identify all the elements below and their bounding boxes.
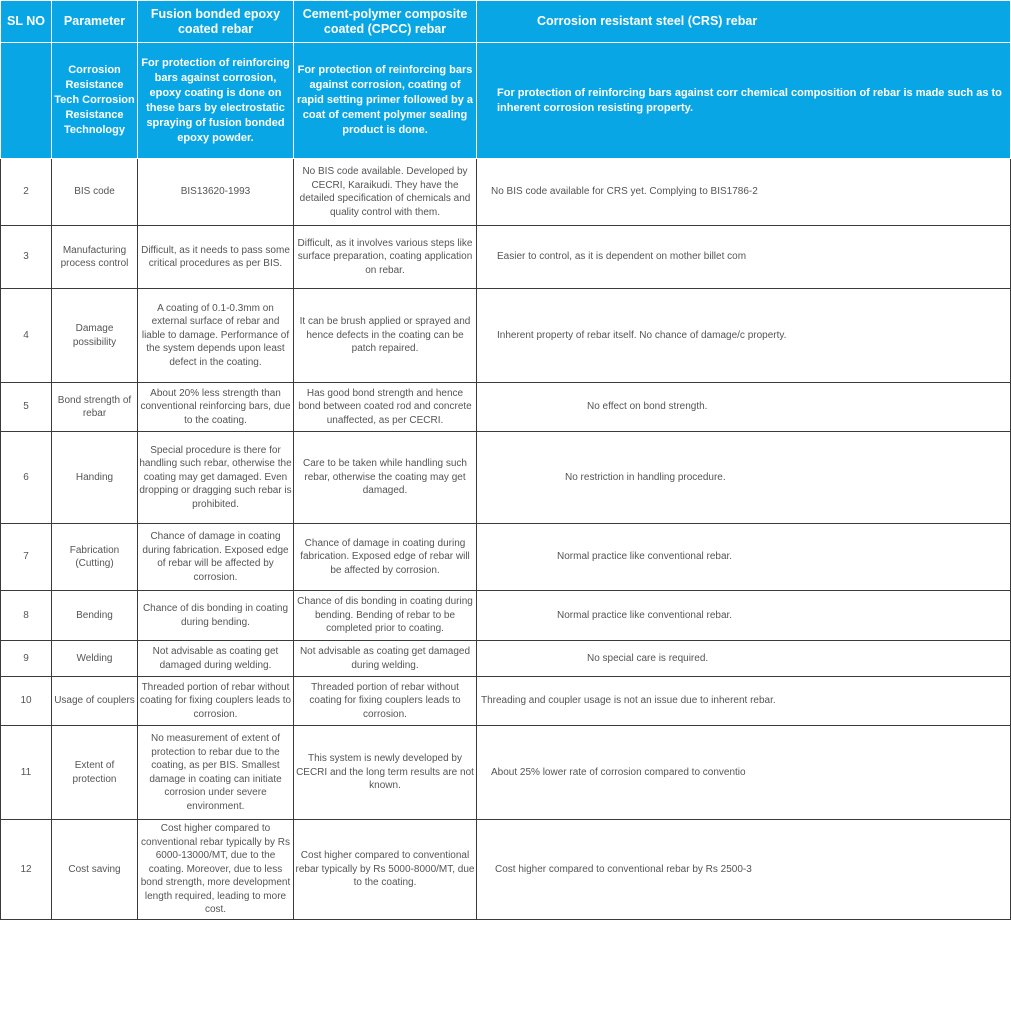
- crs-cell: Threading and coupler usage is not an issue due to inherent rebar.: [477, 677, 1011, 726]
- table-row: [1, 641, 1011, 677]
- table-row: [1, 432, 1011, 524]
- sl-no-cell: 11: [1, 726, 52, 820]
- subheader-crs: For protection of reinforcing bars against corr chemical composition of rebar is made such as to inherent corrosion resisting property.: [477, 43, 1011, 159]
- parameter-cell: Usage of couplers: [52, 677, 138, 726]
- crs-cell: Inherent property of rebar itself. No chance of damage/c property.: [477, 289, 1011, 383]
- crs-cell: No restriction in handling procedure.: [477, 432, 1011, 524]
- parameter-cell: Handing: [52, 432, 138, 524]
- fbe-cell: Chance of damage in coating during fabrication. Exposed edge of rebar will be affected by corrosion.: [138, 524, 294, 591]
- header-fbe-rebar: Fusion bonded epoxy coated rebar: [138, 1, 294, 43]
- table-row: [1, 159, 1011, 226]
- cpcc-cell: Care to be taken while handling such rebar, otherwise the coating may get damaged.: [294, 432, 477, 524]
- crs-cell: Cost higher compared to conventional rebar by Rs 2500-3: [477, 820, 1011, 920]
- subheader-sl-no: [1, 43, 52, 159]
- table-row: [1, 820, 1011, 920]
- fbe-cell: No measurement of extent of protection to rebar due to the coating, as per BIS. Smallest damage in coating can initiate corrosion under severe environment.: [138, 726, 294, 820]
- table-row: [1, 591, 1011, 641]
- cpcc-cell: Difficult, as it involves various steps like surface preparation, coating application on rebar.: [294, 226, 477, 289]
- cpcc-cell: Cost higher compared to conventional rebar typically by Rs 5000-8000/MT, due to the coating.: [294, 820, 477, 920]
- cpcc-cell: Not advisable as coating get damaged during welding.: [294, 641, 477, 677]
- sl-no-cell: 9: [1, 641, 52, 677]
- parameter-cell: Bond strength of rebar: [52, 383, 138, 432]
- table-row: [1, 226, 1011, 289]
- table-row: [1, 289, 1011, 383]
- fbe-cell: Difficult, as it needs to pass some critical procedures as per BIS.: [138, 226, 294, 289]
- cpcc-cell: Has good bond strength and hence bond between coated rod and concrete unaffected, as per CECRI.: [294, 383, 477, 432]
- technology-row: [1, 43, 1011, 159]
- parameter-cell: Bending: [52, 591, 138, 641]
- sl-no-cell: 12: [1, 820, 52, 920]
- parameter-cell: Fabrication (Cutting): [52, 524, 138, 591]
- crs-cell: Normal practice like conventional rebar.: [477, 591, 1011, 641]
- cpcc-cell: It can be brush applied or sprayed and hence defects in the coating can be patch repaired.: [294, 289, 477, 383]
- parameter-cell: Manufacturing process control: [52, 226, 138, 289]
- fbe-cell: Special procedure is there for handling such rebar, otherwise the coating may get damaged. Even dropping or dragging such rebar is prohibited.: [138, 432, 294, 524]
- fbe-cell: About 20% less strength than conventional reinforcing bars, due to the coating.: [138, 383, 294, 432]
- header-sl-no: SL NO: [1, 1, 52, 43]
- sl-no-cell: 2: [1, 159, 52, 226]
- header-crs-rebar: Corrosion resistant steel (CRS) rebar: [477, 1, 1011, 43]
- cpcc-cell: Chance of dis bonding in coating during bending. Bending of rebar to be completed prior to coating.: [294, 591, 477, 641]
- cpcc-cell: Chance of damage in coating during fabrication. Exposed edge of rebar will be affected by corrosion.: [294, 524, 477, 591]
- fbe-cell: BIS13620-1993: [138, 159, 294, 226]
- table-row: [1, 726, 1011, 820]
- fbe-cell: Cost higher compared to conventional rebar typically by Rs 6000-13000/MT, due to the coating. Moreover, due to less bond strength, more development length required, leading to more cost.: [138, 820, 294, 920]
- header-parameter: Parameter: [52, 1, 138, 43]
- table-row: [1, 383, 1011, 432]
- parameter-cell: Cost saving: [52, 820, 138, 920]
- crs-cell: Easier to control, as it is dependent on mother billet com: [477, 226, 1011, 289]
- sl-no-cell: 8: [1, 591, 52, 641]
- parameter-cell: Damage possibility: [52, 289, 138, 383]
- parameter-cell: Welding: [52, 641, 138, 677]
- subheader-parameter: Corrosion Resistance Tech Corrosion Resistance Technology: [52, 43, 138, 159]
- sl-no-cell: 6: [1, 432, 52, 524]
- table-row: [1, 524, 1011, 591]
- sl-no-cell: 10: [1, 677, 52, 726]
- crs-cell: About 25% lower rate of corrosion compared to conventio: [477, 726, 1011, 820]
- cpcc-cell: This system is newly developed by CECRI and the long term results are not known.: [294, 726, 477, 820]
- cpcc-cell: Threaded portion of rebar without coating for fixing couplers leads to corrosion.: [294, 677, 477, 726]
- crs-cell: No BIS code available for CRS yet. Complying to BIS1786-2: [477, 159, 1011, 226]
- parameter-cell: BIS code: [52, 159, 138, 226]
- header-row: [1, 1, 1011, 43]
- fbe-cell: Not advisable as coating get damaged during welding.: [138, 641, 294, 677]
- header-cpcc-rebar: Cement-polymer composite coated (CPCC) rebar: [294, 1, 477, 43]
- crs-cell: No effect on bond strength.: [477, 383, 1011, 432]
- crs-cell: No special care is required.: [477, 641, 1011, 677]
- subheader-cpcc: For protection of reinforcing bars against corrosion, coating of rapid setting primer followed by a coat of cement polymer sealing product is done.: [294, 43, 477, 159]
- sl-no-cell: 5: [1, 383, 52, 432]
- crs-cell: Normal practice like conventional rebar.: [477, 524, 1011, 591]
- cpcc-cell: No BIS code available. Developed by CECRI, Karaikudi. They have the detailed specification of chemicals and quality control with them.: [294, 159, 477, 226]
- sl-no-cell: 4: [1, 289, 52, 383]
- table-row: [1, 677, 1011, 726]
- parameter-cell: Extent of protection: [52, 726, 138, 820]
- sl-no-cell: 3: [1, 226, 52, 289]
- fbe-cell: Chance of dis bonding in coating during bending.: [138, 591, 294, 641]
- sl-no-cell: 7: [1, 524, 52, 591]
- fbe-cell: Threaded portion of rebar without coating for fixing couplers leads to corrosion.: [138, 677, 294, 726]
- fbe-cell: A coating of 0.1-0.3mm on external surface of rebar and liable to damage. Performance of the system depends upon least defect in the coating.: [138, 289, 294, 383]
- subheader-fbe: For protection of reinforcing bars against corrosion, epoxy coating is done on these bars by electrostatic spraying of fusion bonded epoxy powder.: [138, 43, 294, 159]
